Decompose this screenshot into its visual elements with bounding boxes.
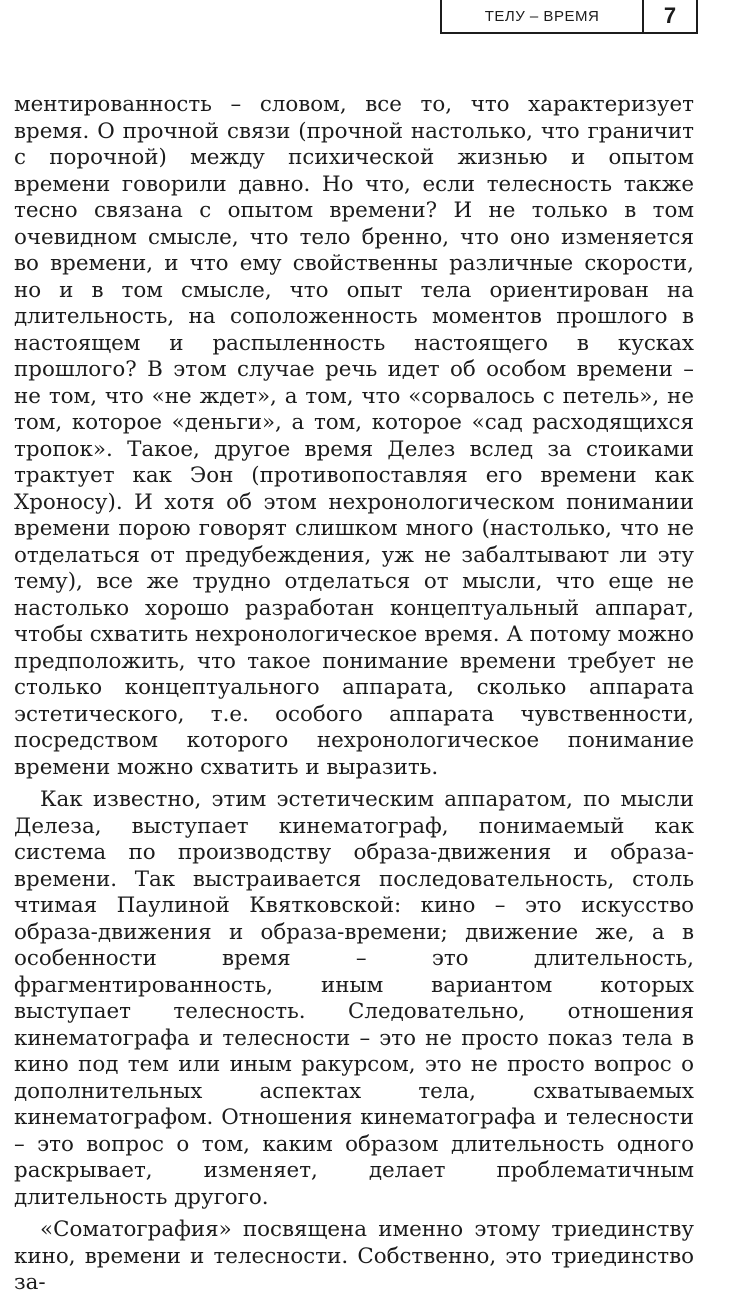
paragraph: Как известно, этим эстетическим аппаратом, по мысли Делеза, выступает кинематограф, понимаемый как система по производству образа-движения и образа-времени. Так выстраивается последовательность, столь чтимая Паулиной Квятковской: кино – это искусство образа-движения и образа-времени; движение же, а в особенности время – это длительность, фрагментированность, иным вариантом которых выступает телесность. Следовательно, отношения кинематографа и телесности – это не просто показ тела в кино под тем или иным ракурсом, это не просто вопрос о дополнительных аспектах тела, схватываемых кинематографом. Отношения кинематографа и телесности – это вопрос о том, каким образом длительность одного раскрывает, изменяет, делает проблематичным длительность другого. (14, 787, 694, 1210)
page-number: 7 (663, 3, 677, 28)
body-text (14, 92, 694, 1297)
running-header (440, 0, 698, 34)
running-title: ТЕЛУ – ВРЕМЯ (442, 0, 644, 32)
paragraph: «Соматография» посвящена именно этому триединству кино, времени и телесности. Собственно, это триединство за- (14, 1217, 694, 1295)
paragraph-continued: ментированность – словом, все то, что характеризует время. О прочной связи (прочной настолько, что граничит с порочной) между психической жизнью и опытом времени говорили давно. Но что, если телесность также тесно связана с опытом времени? И не только в том очевидном смысле, что тело бренно, что оно изменяется во времени, и что ему свойственны различные скорости, но и в том смысле, что опыт тела ориентирован на длительность, на соположенность моментов прошлого в настоящем и распыленность настоящего в кусках прошлого? В этом случае речь идет об особом времени – не том, что «не ждет», а том, что «сорвалось с петель», не том, которое «деньги», а том, которое «сад расходящихся тропок». Такое, другое время Делез вслед за стоиками трактует как Эон (противопоставляя его времени как Хроносу). И хотя об этом нехронологическом понимании времени порою говорят слишком много (настолько, что не отделаться от предубеждения, уж не забалтывают ли эту тему), все же трудно отделаться от мысли, что еще не настолько хорошо разработан концептуальный аппарат, чтобы схватить нехронологическое время. А потому можно предположить, что такое понимание времени требует не столько концептуального аппарата, сколько аппарата эстетического, т.е. особого аппарата чувственности, посредством которого нехронологическое понимание времени можно схватить и выразить. (14, 92, 694, 780)
